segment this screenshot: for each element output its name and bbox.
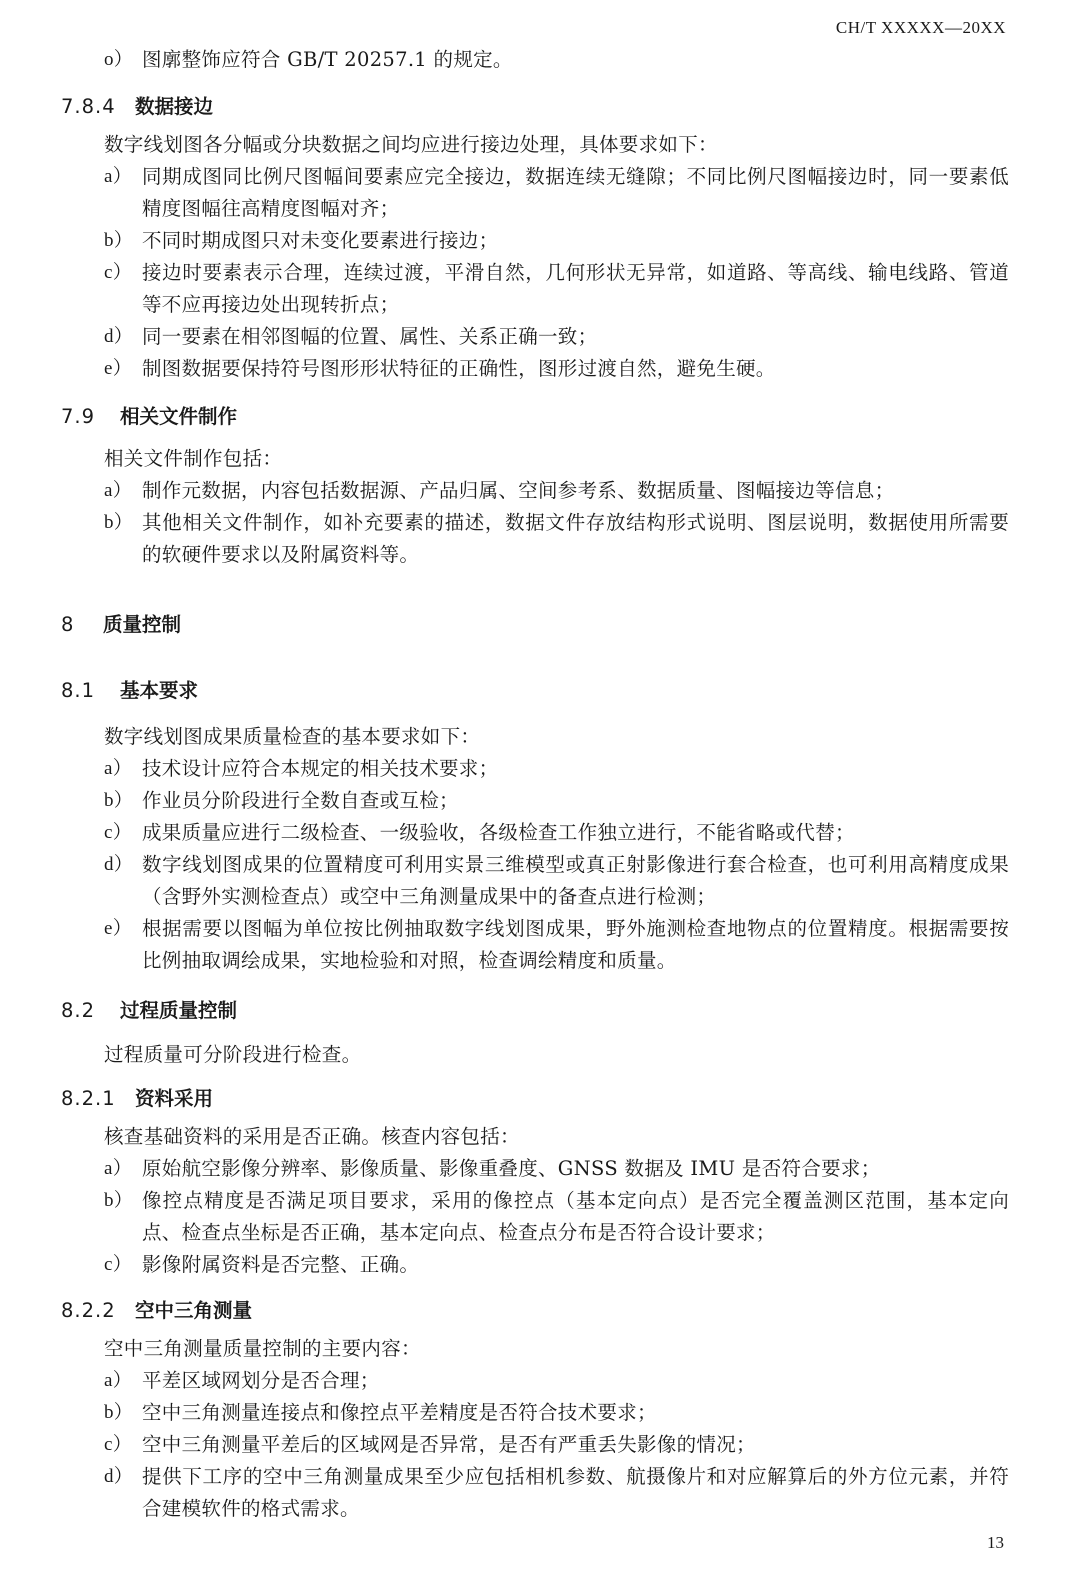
list-item-text: 作业员分阶段进行全数自查或互检；: [142, 789, 459, 812]
list-marker: a）: [104, 480, 133, 501]
document-body: [0, 44, 1080, 1525]
list-item: [104, 257, 1009, 321]
chapter-heading-8: [61, 609, 1001, 637]
list-item-text: 原始航空影像分辨率、影像质量、影像重叠度、GNSS 数据及 IMU 是否符合要求；: [142, 1157, 881, 1180]
list-marker: d）: [104, 326, 134, 347]
section-heading-7-9: [61, 401, 1001, 429]
list-item-text: 其他相关文件制作，如补充要素的描述，数据文件存放结构形式说明、图层说明，数据使用所需要的软硬件要求以及附属资料等。: [142, 511, 1009, 566]
list-item: [104, 1153, 1009, 1185]
paragraph: 相关文件制作包括：: [104, 447, 283, 470]
list-item-text: 平差区域网划分是否合理；: [142, 1369, 380, 1392]
section-number: 8: [61, 613, 75, 636]
list-marker: o）: [104, 49, 134, 70]
list-marker: c）: [104, 1254, 133, 1275]
list-item-text: 数字线划图成果的位置精度可利用实景三维模型或真正射影像进行套合检查，也可利用高精度成果（含野外实测检查点）或空中三角测量成果中的备查点进行检测；: [142, 853, 1009, 908]
list-item-text: 制作元数据，内容包括数据源、产品归属、空间参考系、数据质量、图幅接边等信息；: [142, 479, 895, 502]
list-item-text: 同一要素在相邻图幅的位置、属性、关系正确一致；: [142, 325, 598, 348]
list-marker: b）: [104, 1190, 134, 1211]
list-item: [104, 1365, 1009, 1397]
list-item-text: 影像附属资料是否完整、正确。: [142, 1253, 420, 1276]
list-marker: a）: [104, 758, 133, 779]
list-marker: b）: [104, 1402, 134, 1423]
page-header-code: CH/T XXXXX—20XX: [835, 18, 1006, 37]
section-number: 7.9: [61, 405, 96, 428]
section-heading-8-1: [61, 675, 1001, 703]
list-item: [104, 913, 1009, 977]
list-item: [104, 753, 1009, 785]
section-number: 8.1: [61, 679, 96, 702]
section-heading-8-2-1: [61, 1083, 1001, 1111]
list-item: [104, 321, 1009, 353]
section-number: 7.8.4: [61, 95, 116, 118]
list-item: [104, 161, 1009, 225]
list-item-text: 空中三角测量连接点和像控点平差精度是否符合技术要求；: [142, 1401, 657, 1424]
list-item: [104, 1429, 1009, 1461]
section-title: 质量控制: [103, 613, 182, 636]
list-item: [104, 353, 1009, 385]
list-item: [104, 817, 1009, 849]
list-marker: c）: [104, 262, 133, 283]
section-number: 8.2: [61, 999, 96, 1022]
list-item: [104, 1397, 1009, 1429]
section-title: 数据接边: [135, 95, 214, 118]
list-marker: d）: [104, 854, 134, 875]
list-item: [104, 507, 1009, 571]
list-item: [104, 785, 1009, 817]
section-number: 8.2.2: [61, 1299, 116, 1322]
list-marker: a）: [104, 166, 133, 187]
section-title: 基本要求: [120, 679, 199, 702]
paragraph: 空中三角测量质量控制的主要内容：: [104, 1337, 421, 1360]
list-item-text: 同期成图同比例尺图幅间要素应完全接边，数据连续无缝隙；不同比例尺图幅接边时，同一要素低精度图幅往高精度图幅对齐；: [142, 165, 1009, 220]
section-title: 过程质量控制: [120, 999, 238, 1022]
list-item: [104, 225, 1009, 257]
list-item-text: 技术设计应符合本规定的相关技术要求；: [142, 757, 499, 780]
section-heading-7-8-4: [61, 91, 1001, 119]
page-number: 13: [987, 1533, 1004, 1552]
list-item: [104, 1249, 1009, 1281]
list-item-text: 图廓整饰应符合 GB/T 20257.1 的规定。: [142, 48, 513, 71]
section-heading-8-2: [61, 995, 1001, 1023]
list-marker: b）: [104, 230, 134, 251]
list-marker: e）: [104, 358, 133, 379]
section-title: 资料采用: [135, 1087, 214, 1110]
section-title: 相关文件制作: [120, 405, 238, 428]
list-marker: d）: [104, 1466, 134, 1487]
paragraph: 数字线划图各分幅或分块数据之间均应进行接边处理，具体要求如下：: [104, 133, 718, 156]
list-item: [104, 475, 1009, 507]
list-item: [104, 1185, 1009, 1249]
list-item-text: 接边时要素表示合理，连续过渡，平滑自然，几何形状无异常，如道路、等高线、输电线路、管道等不应再接边处出现转折点；: [142, 261, 1009, 316]
list-marker: a）: [104, 1370, 133, 1391]
section-title: 空中三角测量: [135, 1299, 253, 1322]
list-marker: a）: [104, 1158, 133, 1179]
paragraph: 过程质量可分阶段进行检查。: [104, 1043, 362, 1066]
paragraph: 数字线划图成果质量检查的基本要求如下：: [104, 725, 481, 748]
section-number: 8.2.1: [61, 1087, 116, 1110]
list-item-text: 提供下工序的空中三角测量成果至少应包括相机参数、航摄像片和对应解算后的外方位元素，并符合建模软件的格式需求。: [142, 1465, 1009, 1520]
list-item: [104, 1461, 1009, 1525]
list-marker: b）: [104, 512, 134, 533]
list-item-text: 根据需要以图幅为单位按比例抽取数字线划图成果，野外施测检查地物点的位置精度。根据需要按比例抽取调绘成果，实地检验和对照，检查调绘精度和质量。: [142, 917, 1009, 972]
list-marker: c）: [104, 822, 133, 843]
list-item-text: 不同时期成图只对未变化要素进行接边；: [142, 229, 499, 252]
list-item-text: 空中三角测量平差后的区域网是否异常，是否有严重丢失影像的情况；: [142, 1433, 756, 1456]
list-marker: e）: [104, 918, 133, 939]
list-item: [104, 849, 1009, 913]
list-item-top-o: [104, 44, 1009, 76]
paragraph: 核查基础资料的采用是否正确。核查内容包括：: [104, 1125, 520, 1148]
list-marker: b）: [104, 790, 134, 811]
list-item-text: 制图数据要保持符号图形形状特征的正确性，图形过渡自然，避免生硬。: [142, 357, 776, 380]
list-item-text: 像控点精度是否满足项目要求，采用的像控点（基本定向点）是否完全覆盖测区范围，基本定向点、检查点坐标是否正确，基本定向点、检查点分布是否符合设计要求；: [142, 1189, 1009, 1244]
list-marker: c）: [104, 1434, 133, 1455]
list-item-text: 成果质量应进行二级检查、一级验收，各级检查工作独立进行，不能省略或代替；: [142, 821, 855, 844]
section-heading-8-2-2: [61, 1295, 1001, 1323]
